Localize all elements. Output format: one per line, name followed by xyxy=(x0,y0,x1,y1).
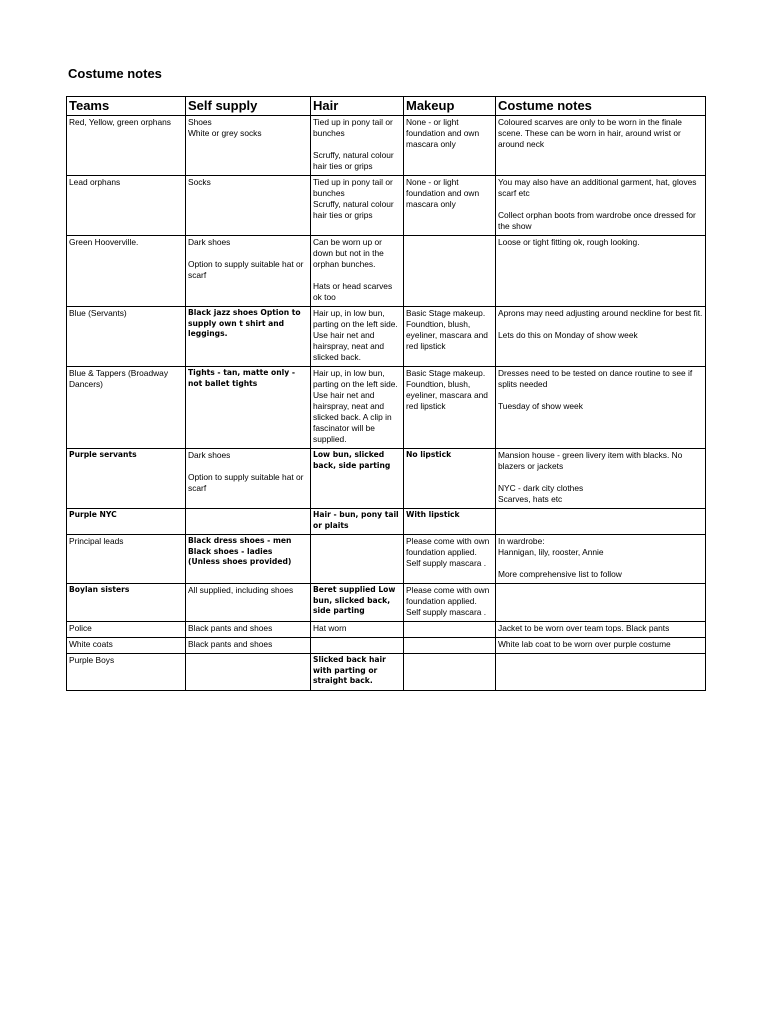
self-supply-cell: Black jazz shoes Option to supply own t shirt and leggings. xyxy=(186,307,311,367)
notes-cell: Loose or tight fitting ok, rough looking. xyxy=(496,236,706,307)
hair-cell xyxy=(311,638,404,654)
team-cell: Police xyxy=(67,622,186,638)
makeup-cell xyxy=(404,622,496,638)
header-teams: Teams xyxy=(67,97,186,116)
hair-cell xyxy=(311,535,404,584)
hair-cell: Hair up, in low bun, parting on the left side. Use hair net and hairspray, neat and slicked back. xyxy=(311,307,404,367)
hair-cell: Tied up in pony tail or bunches Scruffy, natural colour hair ties or grips xyxy=(311,116,404,176)
notes-cell: Mansion house - green livery item with blacks. No blazers or jackets NYC - dark city clothes Scarves, hats etc xyxy=(496,449,706,509)
notes-cell: Coloured scarves are only to be worn in the finale scene. These can be worn in hair, around wrist or around neck xyxy=(496,116,706,176)
team-cell: Boylan sisters xyxy=(67,584,186,622)
team-cell: Green Hooverville. xyxy=(67,236,186,307)
team-cell: Purple servants xyxy=(67,449,186,509)
self-supply-cell xyxy=(186,654,311,691)
self-supply-cell: Black dress shoes - men Black shoes - ladies (Unless shoes provided) xyxy=(186,535,311,584)
page-title: Costume notes xyxy=(68,66,162,81)
makeup-cell xyxy=(404,654,496,691)
self-supply-cell: Shoes White or grey socks xyxy=(186,116,311,176)
team-cell: Principal leads xyxy=(67,535,186,584)
makeup-cell: No lipstick xyxy=(404,449,496,509)
header-costume-notes: Costume notes xyxy=(496,97,706,116)
team-cell: Purple NYC xyxy=(67,509,186,535)
header-self-supply: Self supply xyxy=(186,97,311,116)
team-cell: Blue (Servants) xyxy=(67,307,186,367)
table-row xyxy=(67,638,706,654)
self-supply-cell: All supplied, including shoes xyxy=(186,584,311,622)
self-supply-cell: Dark shoes Option to supply suitable hat or scarf xyxy=(186,236,311,307)
hair-cell: Can be worn up or down but not in the orphan bunches. Hats or head scarves ok too xyxy=(311,236,404,307)
table-row xyxy=(67,535,706,584)
makeup-cell xyxy=(404,236,496,307)
makeup-cell: Please come with own foundation applied. Self supply mascara . xyxy=(404,535,496,584)
hair-cell: Hair up, in low bun, parting on the left side. Use hair net and hairspray, neat and slicked back. A clip in fascinator will be supplied. xyxy=(311,367,404,449)
table-row xyxy=(67,449,706,509)
makeup-cell: None - or light foundation and own mascara only xyxy=(404,116,496,176)
notes-cell: You may also have an additional garment, hat, gloves scarf etc Collect orphan boots from wardrobe once dressed for the show xyxy=(496,176,706,236)
table-row xyxy=(67,654,706,691)
makeup-cell: Basic Stage makeup. Foundtion, blush, eyeliner, mascara and red lipstick xyxy=(404,367,496,449)
table-header-row xyxy=(67,97,706,116)
table-row xyxy=(67,116,706,176)
notes-cell xyxy=(496,654,706,691)
hair-cell: Hair - bun, pony tail or plaits xyxy=(311,509,404,535)
hair-cell: Tied up in pony tail or bunches Scruffy, natural colour hair ties or grips xyxy=(311,176,404,236)
self-supply-cell xyxy=(186,509,311,535)
table-row xyxy=(67,367,706,449)
makeup-cell: Basic Stage makeup. Foundtion, blush, eyeliner, mascara and red lipstick xyxy=(404,307,496,367)
self-supply-cell: Black pants and shoes xyxy=(186,622,311,638)
team-cell: Red, Yellow, green orphans xyxy=(67,116,186,176)
notes-cell xyxy=(496,509,706,535)
self-supply-cell: Tights - tan, matte only - not ballet tights xyxy=(186,367,311,449)
self-supply-cell: Dark shoes Option to supply suitable hat or scarf xyxy=(186,449,311,509)
team-cell: Blue & Tappers (Broadway Dancers) xyxy=(67,367,186,449)
table-row xyxy=(67,236,706,307)
team-cell: White coats xyxy=(67,638,186,654)
notes-cell: White lab coat to be worn over purple costume xyxy=(496,638,706,654)
team-cell: Purple Boys xyxy=(67,654,186,691)
hair-cell: Slicked back hair with parting or straight back. xyxy=(311,654,404,691)
hair-cell: Hat worn xyxy=(311,622,404,638)
makeup-cell: Please come with own foundation applied. Self supply mascara . xyxy=(404,584,496,622)
header-makeup: Makeup xyxy=(404,97,496,116)
makeup-cell: With lipstick xyxy=(404,509,496,535)
header-hair: Hair xyxy=(311,97,404,116)
makeup-cell xyxy=(404,638,496,654)
costume-notes-table xyxy=(66,96,706,691)
notes-cell: In wardrobe: Hannigan, lily, rooster, Annie More comprehensive list to follow xyxy=(496,535,706,584)
table-row xyxy=(67,307,706,367)
table-row xyxy=(67,176,706,236)
table-row xyxy=(67,509,706,535)
notes-cell: Jacket to be worn over team tops. Black pants xyxy=(496,622,706,638)
self-supply-cell: Socks xyxy=(186,176,311,236)
hair-cell: Beret supplied Low bun, slicked back, side parting xyxy=(311,584,404,622)
makeup-cell: None - or light foundation and own mascara only xyxy=(404,176,496,236)
notes-cell: Aprons may need adjusting around neckline for best fit. Lets do this on Monday of show week xyxy=(496,307,706,367)
notes-cell: Dresses need to be tested on dance routine to see if splits needed Tuesday of show week xyxy=(496,367,706,449)
table-row xyxy=(67,622,706,638)
table-row xyxy=(67,584,706,622)
team-cell: Lead orphans xyxy=(67,176,186,236)
notes-cell xyxy=(496,584,706,622)
hair-cell: Low bun, slicked back, side parting xyxy=(311,449,404,509)
self-supply-cell: Black pants and shoes xyxy=(186,638,311,654)
